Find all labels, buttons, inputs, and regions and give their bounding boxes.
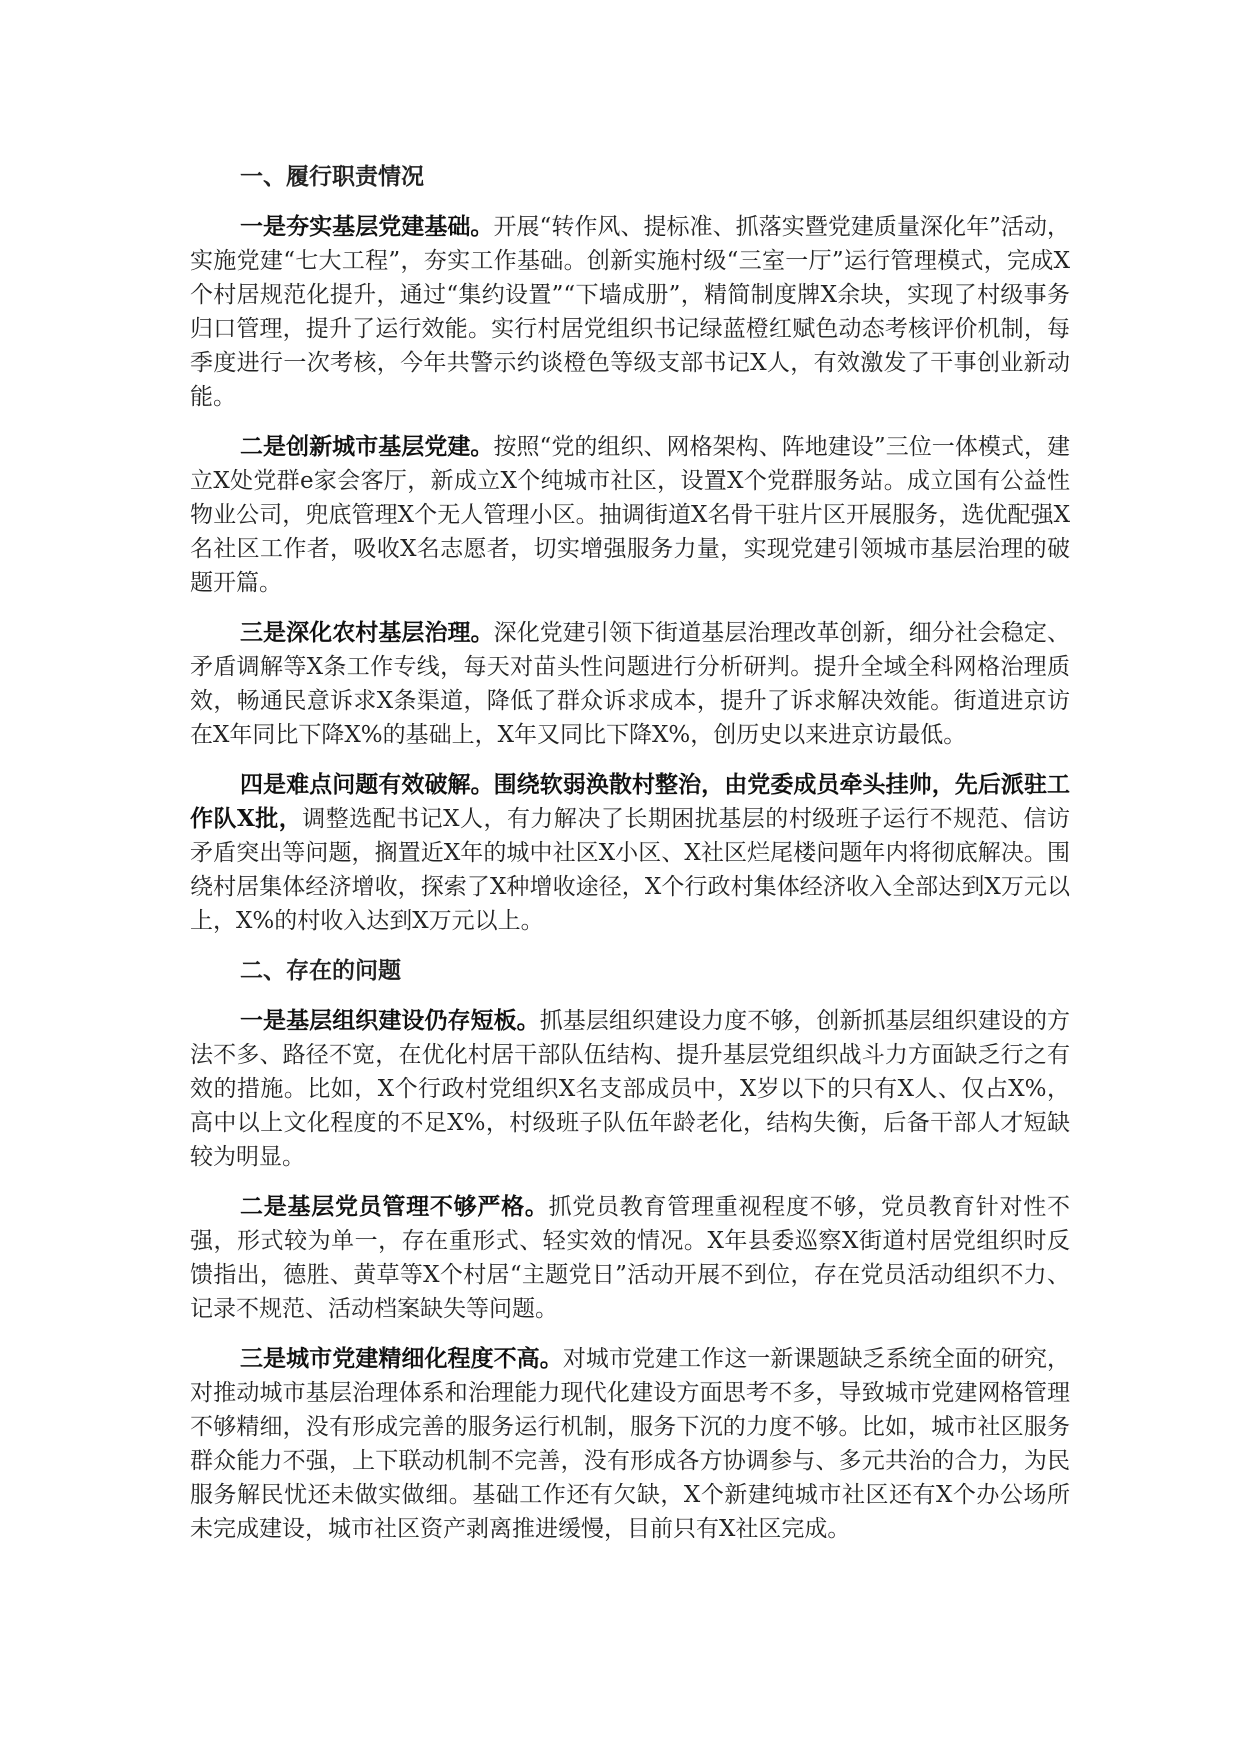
section-heading-problems: 二、存在的问题 (240, 957, 401, 984)
section-problems (190, 954, 1070, 1546)
paragraph-text: 抓党员教育管理重视程度不够，党员教育针对性不强，形式较为单一，存在重形式、轻实效的情况。X年县委巡察X街道村居党组织时反馈指出，德胜、黄草等X个村居“主题党日”活动开展不到位，存在党员活动组织不力、记录不规范、活动档案缺失等问题。 (190, 1194, 1071, 1322)
paragraph-problem-2 (190, 1190, 1070, 1326)
paragraph-text: 按照“党的组织、网格架构、阵地建设”三位一体模式，建立X处党群e家会客厅，新成立X个纯城市社区，设置X个党群服务站。成立国有公益性物业公司，兜底管理X个无人管理小区。抽调街道X名骨干驻片区开展服务，选优配强X名社区工作者，吸收X名志愿者，切实增强服务力量，实现党建引领城市基层治理的破题开篇。 (190, 434, 1070, 596)
paragraph-lead: 二是创新城市基层党建。 (240, 433, 494, 460)
paragraph-lead: 二是基层党员管理不够严格。 (240, 1193, 549, 1220)
section-duties (190, 160, 1070, 938)
paragraph-text: 开展“转作风、提标准、抓落实暨党建质量深化年”活动，实施党建“七大工程”，夯实工作基础。创新实施村级“三室一厅”运行管理模式，完成X个村居规范化提升，通过“集约设置”“下墙成册”，精简制度牌X余块，实现了村级事务归口管理，提升了运行效能。实行村居党组织书记绿蓝橙红赋色动态考核评价机制，每季度进行一次考核，今年共警示约谈橙色等级支部书记X人，有效激发了干事创业新动能。 (190, 214, 1070, 410)
paragraph-lead: 四是难点问题有效破解。围绕软弱涣散村整治，由党委成员牵头挂帅，先后派驻工作队X批， (190, 771, 1070, 832)
paragraph-duty-1 (190, 210, 1070, 414)
paragraph-duty-4 (190, 768, 1070, 938)
paragraph-lead: 一是基层组织建设仍存短板。 (240, 1007, 540, 1034)
document-body (190, 160, 1070, 1562)
paragraph-problem-1 (190, 1004, 1070, 1174)
paragraph-duty-3 (190, 616, 1070, 752)
section-heading-duties: 一、履行职责情况 (240, 163, 424, 190)
paragraph-text: 深化党建引领下街道基层治理改革创新，细分社会稳定、矛盾调解等X条工作专线，每天对苗头性问题进行分析研判。提升全域全科网格治理质效，畅通民意诉求X条渠道，降低了群众诉求成本，提升了诉求解决效能。街道进京访在X年同比下降X%的基础上，X年又同比下降X%，创历史以来进京访最低。 (190, 620, 1071, 748)
paragraph-problem-3 (190, 1342, 1070, 1546)
paragraph-lead: 三是深化农村基层治理。 (240, 619, 494, 646)
paragraph-lead: 三是城市党建精细化程度不高。 (240, 1345, 563, 1372)
paragraph-text: 调整选配书记X人，有力解决了长期困扰基层的村级班子运行不规范、信访矛盾突出等问题，搁置近X年的城中社区X小区、X社区烂尾楼问题年内将彻底解决。围绕村居集体经济增收，探索了X种增收途径，X个行政村集体经济收入全部达到X万元以上，X%的村收入达到X万元以上。 (190, 806, 1070, 934)
paragraph-duty-2 (190, 430, 1070, 600)
paragraph-text: 抓基层组织建设力度不够，创新抓基层组织建设的方法不多、路径不宽，在优化村居干部队伍结构、提升基层党组织战斗力方面缺乏行之有效的措施。比如，X个行政村党组织X名支部成员中，X岁以下的只有X人、仅占X%，高中以上文化程度的不足X%，村级班子队伍年龄老化，结构失衡，后备干部人才短缺较为明显。 (190, 1008, 1071, 1170)
paragraph-lead: 一是夯实基层党建基础。 (240, 213, 494, 240)
paragraph-text: 对城市党建工作这一新课题缺乏系统全面的研究，对推动城市基层治理体系和治理能力现代化建设方面思考不多，导致城市党建网格管理不够精细，没有形成完善的服务运行机制，服务下沉的力度不够。比如，城市社区服务群众能力不强，上下联动机制不完善，没有形成各方协调参与、多元共治的合力，为民服务解民忧还未做实做细。基础工作还有欠缺，X个新建纯城市社区还有X个办公场所未完成建设，城市社区资产剥离推进缓慢，目前只有X社区完成。 (190, 1346, 1071, 1542)
